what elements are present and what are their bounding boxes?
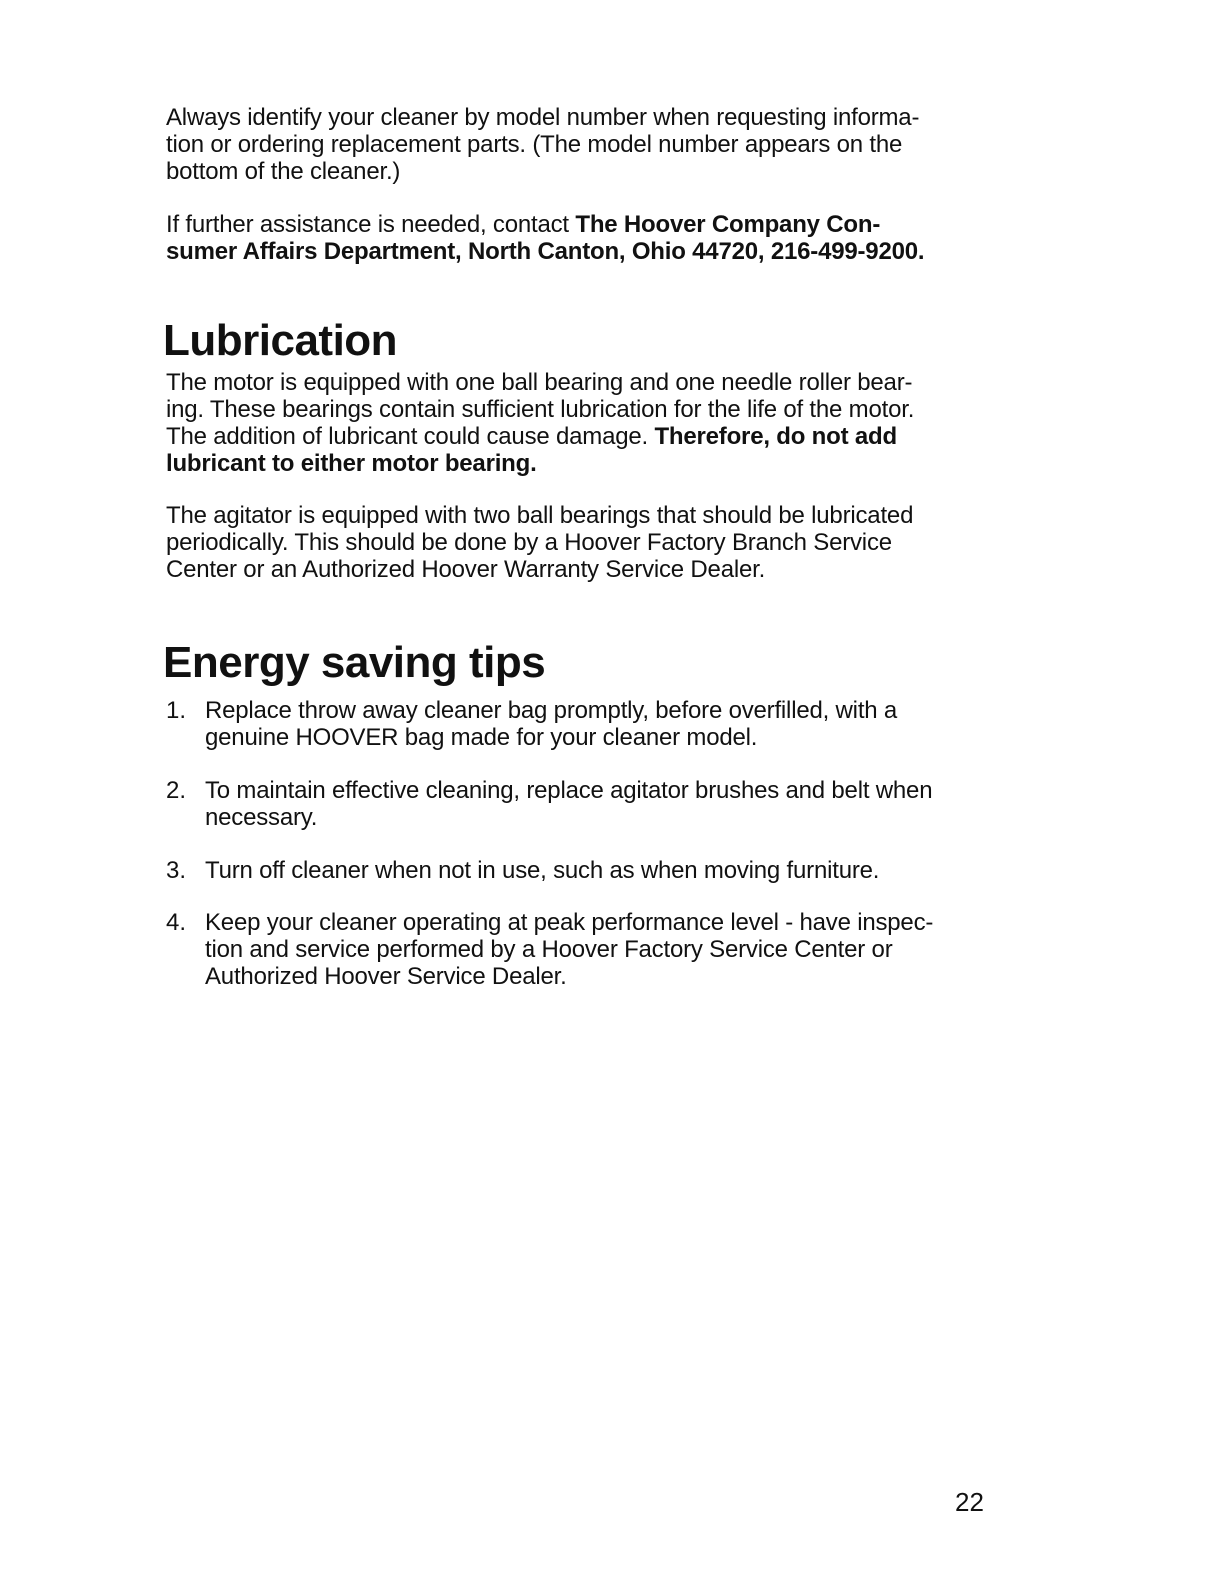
lubrication-p2-line-3: Center or an Authorized Hoover Warranty Service Dealer. (166, 556, 766, 583)
list-item-number: 2. (166, 777, 187, 804)
intro-p2-line-2: sumer Affairs Department, North Canton, Ohio 44720, 216-499-9200. (166, 238, 925, 265)
list-item-line: genuine HOOVER bag made for your cleaner model. (205, 724, 758, 751)
lubrication-p1-line-4: lubricant to either motor bearing. (166, 450, 537, 477)
lubrication-p1-plain: The addition of lubricant could cause damage. (166, 423, 655, 450)
lubrication-p1-line-2: ing. These bearings contain sufficient lubrication for the life of the motor. (166, 396, 915, 423)
list-item-line: Authorized Hoover Service Dealer. (205, 963, 567, 990)
list-item-line: To maintain effective cleaning, replace agitator brushes and belt when (205, 777, 933, 804)
lubrication-p2-line-2: periodically. This should be done by a Hoover Factory Branch Service (166, 529, 892, 556)
list-item-line: necessary. (205, 804, 318, 831)
list-item-number: 1. (166, 697, 187, 724)
lubrication-heading: Lubrication (163, 316, 398, 365)
page-number: 22 (955, 1487, 984, 1517)
intro-p2-plain: If further assistance is needed, contact (166, 211, 576, 238)
energy-heading: Energy saving tips (163, 638, 546, 687)
intro-p1-line-1: Always identify your cleaner by model number when requesting informa- (166, 104, 920, 131)
list-item-number: 4. (166, 909, 187, 936)
intro-p1-line-3: bottom of the cleaner.) (166, 158, 401, 185)
list-item-line: Turn off cleaner when not in use, such as when moving furniture. (205, 857, 880, 884)
list-item-line: Keep your cleaner operating at peak performance level - have inspec- (205, 909, 934, 936)
intro-p1-line-2: tion or ordering replacement parts. (The model number appears on the (166, 131, 903, 158)
lubrication-p1-line-1: The motor is equipped with one ball bearing and one needle roller bear- (166, 369, 913, 396)
list-item-line: tion and service performed by a Hoover Factory Service Center or (205, 936, 893, 963)
intro-p2-bold-company: The Hoover Company Con- (575, 211, 881, 238)
lubrication-p1-line-3 (166, 423, 897, 451)
list-item-line: Replace throw away cleaner bag promptly, before overfilled, with a (205, 697, 898, 724)
list-item-number: 3. (166, 857, 187, 884)
intro-p2-line-1 (166, 211, 880, 239)
lubrication-p2-line-1: The agitator is equipped with two ball bearings that should be lubricated (166, 502, 914, 529)
lubrication-warning-bold: Therefore, do not add (654, 423, 897, 450)
